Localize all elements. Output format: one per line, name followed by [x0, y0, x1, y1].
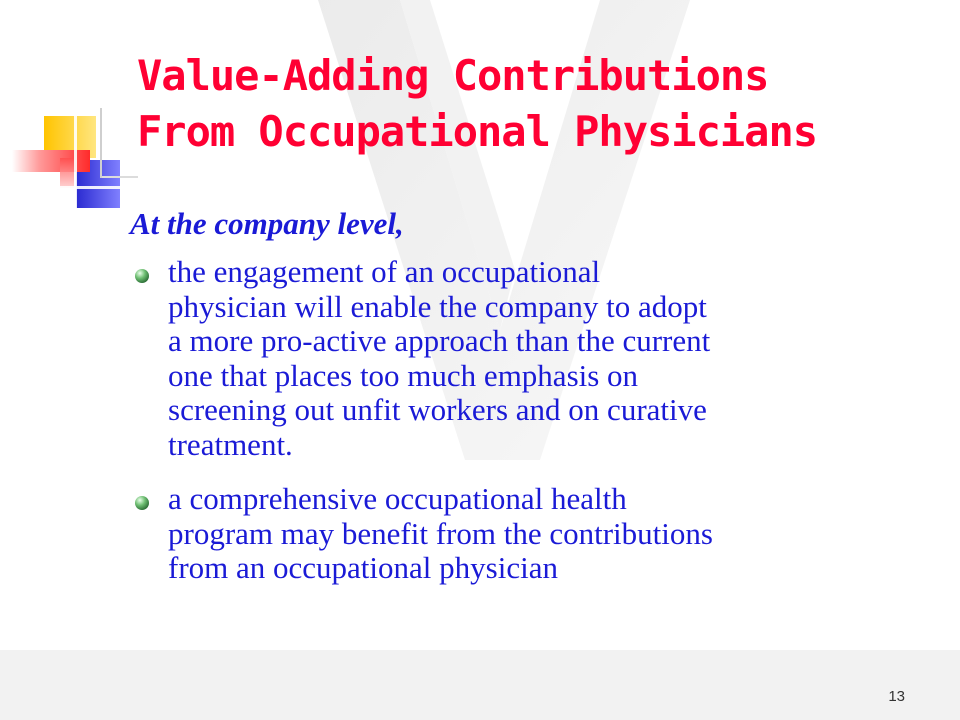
bullet-item — [130, 255, 930, 462]
page-number: 13 — [888, 688, 905, 705]
bullet-text-line: one that places too much emphasis on — [168, 357, 639, 393]
bullet-text-line: a more pro-active approach than the current — [168, 323, 711, 358]
bullet-text-line: the engagement of an occupational — [168, 254, 601, 289]
slide-title-line: From Occupational Physicians — [137, 107, 818, 156]
green-orb-bullet-icon — [134, 268, 150, 284]
bullet-text-line: screening out unfit workers and on curative — [168, 392, 707, 427]
decorative-squares — [0, 0, 140, 230]
green-orb-bullet-icon — [134, 495, 150, 511]
bullet-text-line: program may benefit from the contributions — [168, 515, 713, 551]
bullet-item — [130, 482, 930, 586]
slide-title — [137, 48, 937, 160]
bullet-text-line: treatment. — [168, 426, 293, 462]
subheading: At the company level, — [130, 206, 404, 241]
slide-title-line: Value-Adding Contributions — [137, 51, 769, 100]
bullet-text-line: physician will enable the company to adopt — [168, 288, 707, 324]
footer-band — [0, 650, 960, 720]
bullet-list — [130, 255, 930, 586]
bullet-text-line: a comprehensive occupational health — [168, 481, 627, 516]
bullet-text-line: from an occupational physician — [168, 550, 558, 585]
